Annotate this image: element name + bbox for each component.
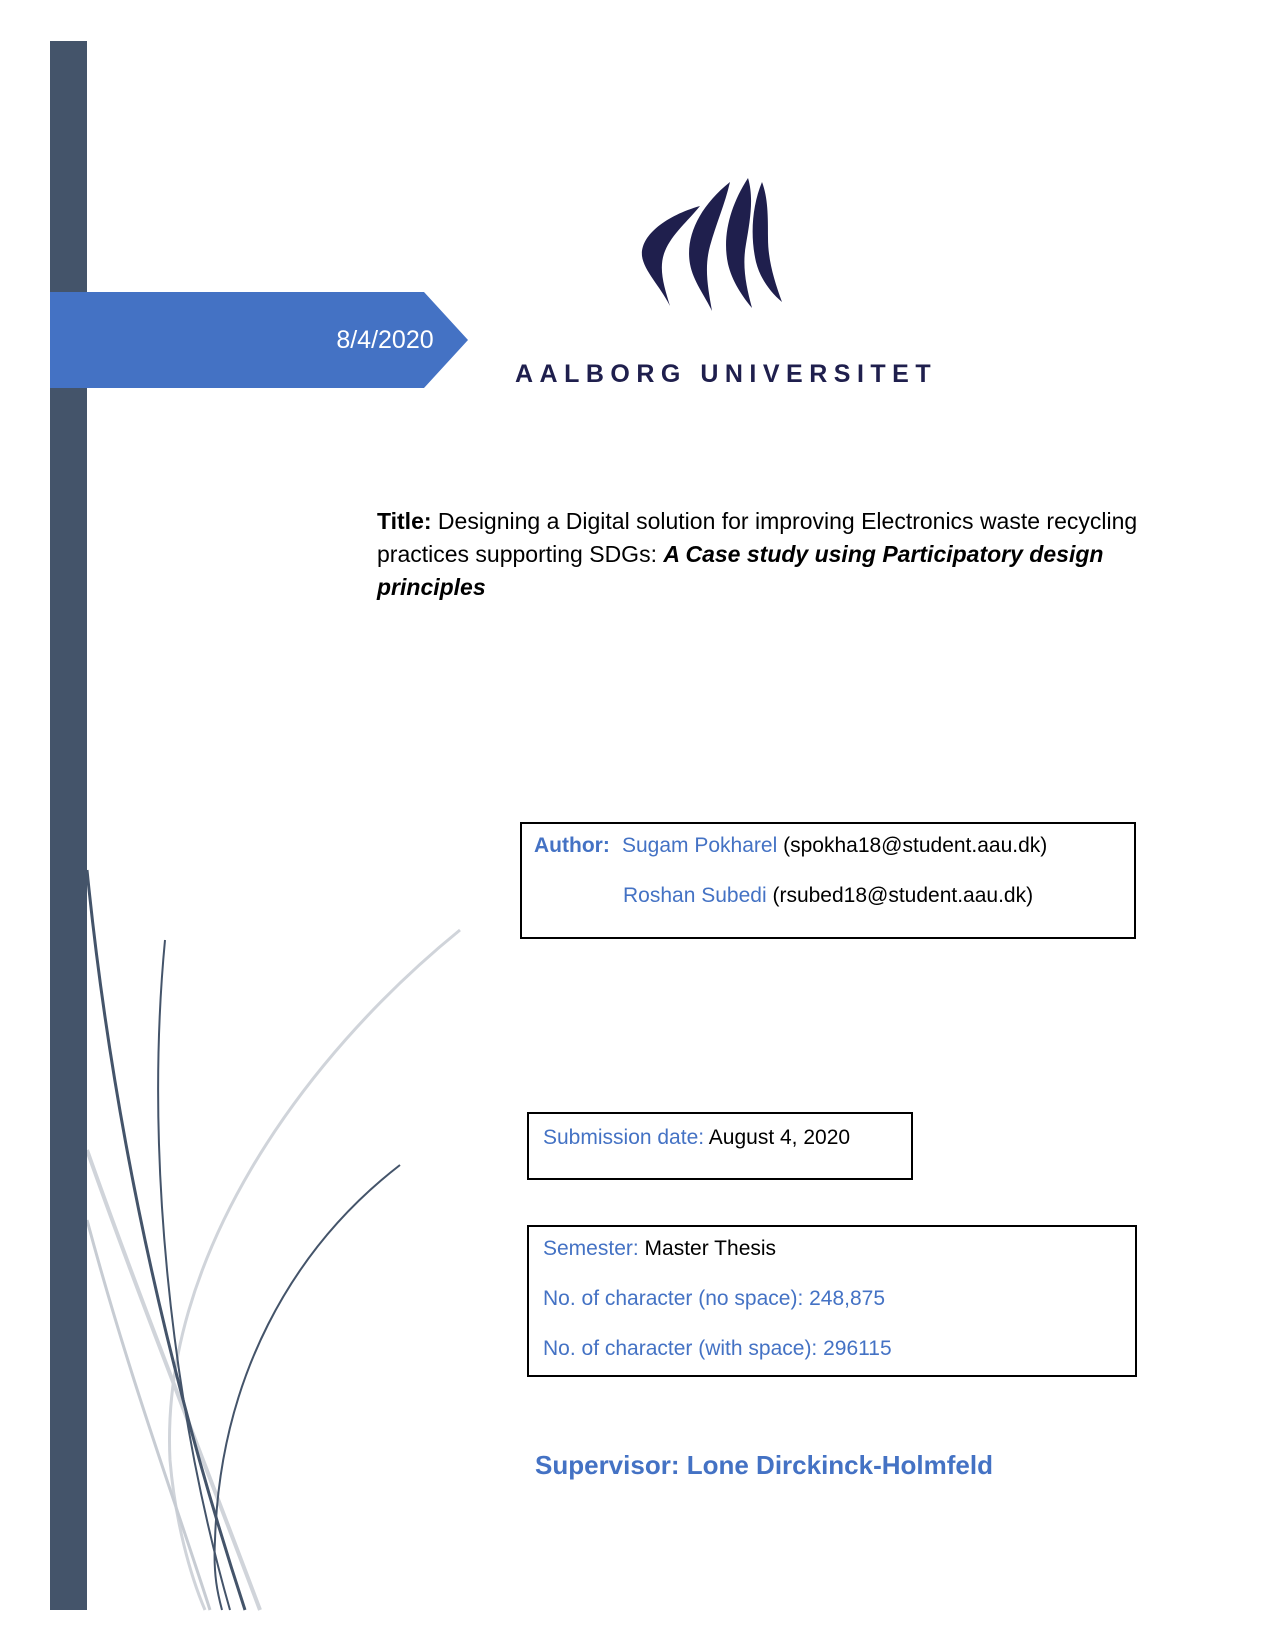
semester-label: Semester: xyxy=(543,1237,639,1260)
thesis-title xyxy=(377,505,1157,604)
title-text: Designing a Digital solution for improving Electronics waste recycling practices supporting SDGs: xyxy=(377,508,1138,567)
author-row-1 xyxy=(622,834,1047,858)
decor-curve-dark-3 xyxy=(215,1165,400,1610)
author-email: (spokha18@student.aau.dk) xyxy=(783,834,1048,857)
cover-date: 8/4/2020 xyxy=(336,326,434,354)
char-count-no-space: No. of character (no space): 248,875 xyxy=(543,1287,886,1310)
author-name: Roshan Subedi xyxy=(623,884,767,907)
char-count-with-space: No. of character (with space): 296115 xyxy=(543,1337,892,1360)
submission-date: August 4, 2020 xyxy=(708,1126,851,1149)
decor-curve-light-2 xyxy=(87,1150,260,1610)
supervisor: Supervisor: Lone Dirckinck-Holmfeld xyxy=(535,1450,993,1480)
author-row-2 xyxy=(623,884,1033,908)
submission-label: Submission date: xyxy=(543,1126,705,1149)
decor-curve-dark-2 xyxy=(158,940,230,1610)
submission-box xyxy=(527,1112,913,1180)
decor-curve-light-3 xyxy=(87,1220,210,1610)
decor-curve-dark-1 xyxy=(87,870,245,1610)
sidebar-stripe xyxy=(50,41,87,1610)
semester-box xyxy=(527,1225,1137,1377)
aalborg-logo xyxy=(630,176,790,316)
author-email: (rsubed18@student.aau.dk) xyxy=(772,884,1034,907)
university-name: AALBORG UNIVERSITET xyxy=(515,360,938,388)
author-box xyxy=(520,822,1136,939)
title-emphasis: A Case study using Participatory design principles xyxy=(377,541,1104,600)
author-label: Author: xyxy=(534,834,610,857)
title-label: Title: xyxy=(377,508,432,534)
semester-value: Master Thesis xyxy=(644,1237,777,1260)
date-banner xyxy=(50,292,468,388)
author-name: Sugam Pokharel xyxy=(622,834,778,857)
